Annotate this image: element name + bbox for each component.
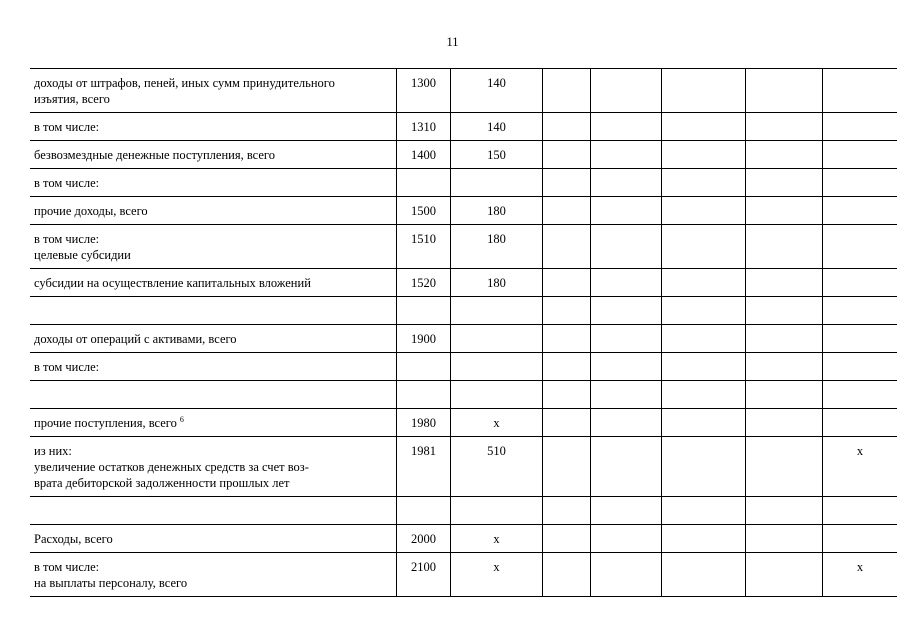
row-amount-cell-2 (591, 169, 662, 197)
row-amount-cell-5 (823, 113, 898, 141)
row-kbk-cell: 150 (451, 141, 543, 169)
row-amount-cell-5 (823, 141, 898, 169)
row-name-line (34, 303, 392, 319)
row-amount-cell-3 (662, 69, 746, 113)
row-name-cell (30, 409, 397, 437)
row-amount-cell-1 (543, 409, 591, 437)
row-amount-cell-1 (543, 381, 591, 409)
row-kbk-cell: 140 (451, 69, 543, 113)
row-name-cell (30, 269, 397, 297)
row-amount-cell-1 (543, 269, 591, 297)
row-name-cell (30, 497, 397, 525)
row-amount-cell-3 (662, 437, 746, 497)
row-amount-cell-2 (591, 409, 662, 437)
row-amount-cell-2 (591, 353, 662, 381)
table-row (30, 141, 897, 169)
row-code-cell: 2000 (397, 525, 451, 553)
row-amount-cell-1 (543, 113, 591, 141)
row-amount-cell-3 (662, 197, 746, 225)
row-amount-cell-1 (543, 297, 591, 325)
row-name-cell (30, 381, 397, 409)
row-name-line: в том числе: (34, 176, 100, 190)
row-name-line: доходы от штрафов, пеней, иных сумм принудительного (34, 76, 335, 90)
row-amount-cell-3 (662, 225, 746, 269)
row-amount-cell-4 (746, 325, 823, 353)
row-amount-cell-3 (662, 409, 746, 437)
row-amount-cell-4 (746, 381, 823, 409)
table-row (30, 437, 897, 497)
row-amount-cell-1 (543, 69, 591, 113)
row-kbk-cell: 180 (451, 197, 543, 225)
row-name-line: на выплаты персоналу, всего (34, 576, 188, 590)
row-name-line: в том числе: (34, 232, 100, 246)
row-amount-cell-5 (823, 325, 898, 353)
row-code-cell: 1500 (397, 197, 451, 225)
row-kbk-cell: 180 (451, 225, 543, 269)
row-code-cell: 1520 (397, 269, 451, 297)
row-name-cell (30, 197, 397, 225)
row-amount-cell-3 (662, 141, 746, 169)
table-row (30, 69, 897, 113)
row-amount-cell-4 (746, 437, 823, 497)
financial-plan-table (30, 68, 897, 597)
row-amount-cell-4 (746, 525, 823, 553)
row-code-cell: 1510 (397, 225, 451, 269)
row-amount-cell-3 (662, 381, 746, 409)
row-amount-cell-1 (543, 553, 591, 597)
row-name-cell (30, 353, 397, 381)
row-code-cell (397, 169, 451, 197)
row-name-line: доходы от операций с активами, всего (34, 332, 237, 346)
row-name-line: увеличение остатков денежных средств за счет воз- (34, 460, 309, 474)
row-kbk-cell: x (451, 525, 543, 553)
row-name-line: Расходы, всего (34, 532, 113, 546)
row-amount-cell-4 (746, 409, 823, 437)
row-code-cell (397, 381, 451, 409)
row-name-line: врата дебиторской задолженности прошлых лет (34, 476, 290, 490)
row-amount-cell-2 (591, 141, 662, 169)
row-amount-cell-4 (746, 269, 823, 297)
row-amount-cell-4 (746, 553, 823, 597)
row-amount-cell-3 (662, 525, 746, 553)
row-name-cell (30, 141, 397, 169)
row-amount-cell-5 (823, 497, 898, 525)
row-kbk-cell: x (451, 409, 543, 437)
row-name-cell (30, 69, 397, 113)
row-name-cell (30, 297, 397, 325)
row-amount-cell-5 (823, 225, 898, 269)
row-amount-cell-2 (591, 113, 662, 141)
row-name-line: в том числе: (34, 360, 100, 374)
row-amount-cell-2 (591, 69, 662, 113)
row-code-cell (397, 297, 451, 325)
row-amount-cell-5 (823, 297, 898, 325)
row-amount-cell-2 (591, 297, 662, 325)
table-row (30, 169, 897, 197)
row-amount-cell-4 (746, 225, 823, 269)
row-amount-cell-4 (746, 297, 823, 325)
row-amount-cell-1 (543, 325, 591, 353)
row-amount-cell-5 (823, 169, 898, 197)
row-code-cell (397, 353, 451, 381)
row-name-line: субсидии на осуществление капитальных вложений (34, 276, 311, 290)
row-amount-cell-1 (543, 141, 591, 169)
row-amount-cell-5 (823, 197, 898, 225)
row-name-cell (30, 553, 397, 597)
row-amount-cell-2 (591, 381, 662, 409)
row-amount-cell-5 (823, 409, 898, 437)
row-amount-cell-2 (591, 553, 662, 597)
row-amount-cell-5 (823, 381, 898, 409)
table-row (30, 325, 897, 353)
row-amount-cell-3 (662, 553, 746, 597)
row-name-line: в том числе: (34, 120, 100, 134)
row-kbk-cell: x (451, 553, 543, 597)
table-body (30, 69, 897, 597)
footnote-marker: 6 (179, 414, 184, 424)
row-kbk-cell: 180 (451, 269, 543, 297)
table-row (30, 553, 897, 597)
row-amount-cell-4 (746, 197, 823, 225)
row-name-cell (30, 113, 397, 141)
row-amount-cell-5 (823, 525, 898, 553)
row-amount-cell-3 (662, 169, 746, 197)
row-amount-cell-2 (591, 497, 662, 525)
row-code-cell: 1900 (397, 325, 451, 353)
row-amount-cell-2 (591, 437, 662, 497)
row-kbk-cell (451, 497, 543, 525)
row-kbk-cell (451, 169, 543, 197)
row-name-line: из них: (34, 444, 72, 458)
row-name-line: в том числе: (34, 560, 100, 574)
table-row (30, 113, 897, 141)
row-name-line (34, 503, 392, 519)
table-row (30, 381, 897, 409)
table-row (30, 297, 897, 325)
row-code-cell: 1981 (397, 437, 451, 497)
row-amount-cell-3 (662, 113, 746, 141)
page-number: 11 (446, 35, 459, 49)
row-amount-cell-2 (591, 197, 662, 225)
row-name-line: безвозмездные денежные поступления, всего (34, 148, 275, 162)
row-amount-cell-2 (591, 269, 662, 297)
row-amount-cell-3 (662, 269, 746, 297)
row-amount-cell-4 (746, 353, 823, 381)
row-name-line: целевые субсидии (34, 248, 131, 262)
row-amount-cell-4 (746, 113, 823, 141)
row-kbk-cell: 140 (451, 113, 543, 141)
row-amount-cell-3 (662, 325, 746, 353)
table-row (30, 525, 897, 553)
row-name-line: изъятия, всего (34, 92, 110, 106)
row-amount-cell-4 (746, 141, 823, 169)
row-kbk-cell (451, 353, 543, 381)
row-amount-cell-1 (543, 353, 591, 381)
table-row (30, 225, 897, 269)
row-amount-cell-1 (543, 497, 591, 525)
row-amount-cell-2 (591, 525, 662, 553)
row-amount-cell-1 (543, 225, 591, 269)
row-name-cell (30, 325, 397, 353)
row-amount-cell-1 (543, 169, 591, 197)
row-kbk-cell (451, 381, 543, 409)
row-amount-cell-5 (823, 269, 898, 297)
row-amount-cell-3 (662, 353, 746, 381)
row-amount-cell-5 (823, 353, 898, 381)
row-name-line: прочие поступления, всего $^6$ (34, 414, 184, 430)
row-code-cell: 1300 (397, 69, 451, 113)
table-row (30, 409, 897, 437)
row-amount-cell-5: x (823, 553, 898, 597)
row-amount-cell-5 (823, 69, 898, 113)
row-name-cell (30, 525, 397, 553)
row-name-line (34, 387, 392, 403)
row-amount-cell-3 (662, 297, 746, 325)
row-code-cell: 1400 (397, 141, 451, 169)
row-amount-cell-4 (746, 69, 823, 113)
row-code-cell (397, 497, 451, 525)
row-amount-cell-1 (543, 525, 591, 553)
row-amount-cell-1 (543, 197, 591, 225)
row-name-cell (30, 169, 397, 197)
row-amount-cell-2 (591, 325, 662, 353)
row-name-cell (30, 225, 397, 269)
row-code-cell: 2100 (397, 553, 451, 597)
row-name-line: прочие доходы, всего (34, 204, 148, 218)
row-amount-cell-4 (746, 169, 823, 197)
table-row (30, 497, 897, 525)
row-code-cell: 1310 (397, 113, 451, 141)
table-row (30, 197, 897, 225)
row-code-cell: 1980 (397, 409, 451, 437)
table-row (30, 353, 897, 381)
row-amount-cell-3 (662, 497, 746, 525)
row-kbk-cell (451, 325, 543, 353)
row-amount-cell-4 (746, 497, 823, 525)
row-name-cell (30, 437, 397, 497)
row-amount-cell-2 (591, 225, 662, 269)
row-amount-cell-5: x (823, 437, 898, 497)
row-kbk-cell: 510 (451, 437, 543, 497)
table-row (30, 269, 897, 297)
row-amount-cell-1 (543, 437, 591, 497)
row-kbk-cell (451, 297, 543, 325)
